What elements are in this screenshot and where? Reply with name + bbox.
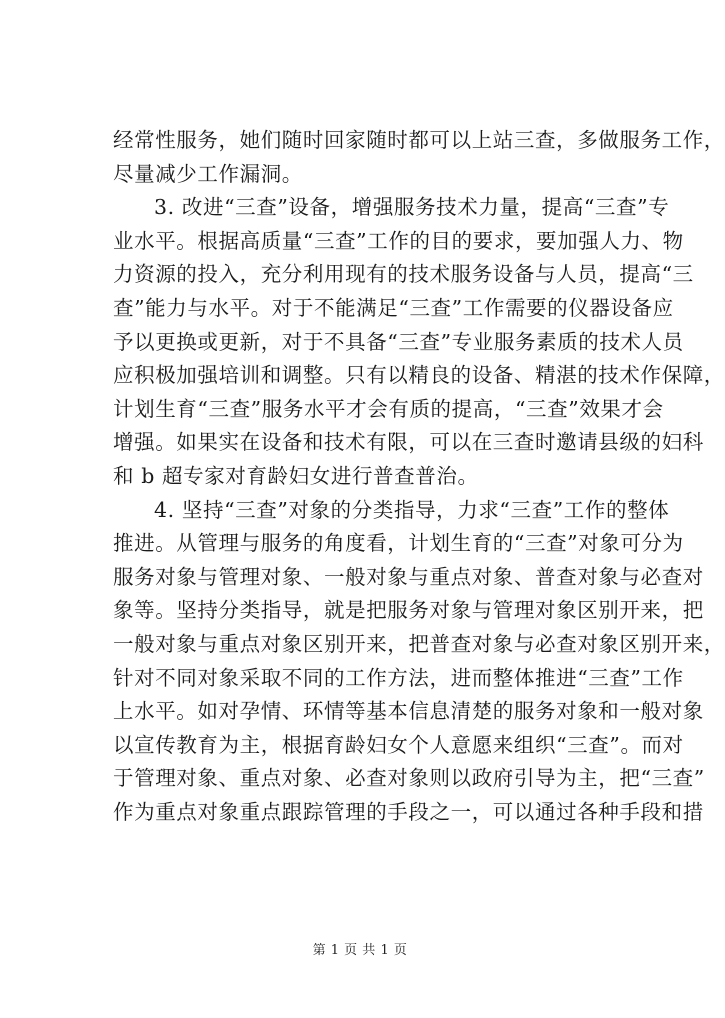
text-line: 上水平。如对孕情、环情等基本信息清楚的服务对象和一般对象 [113,699,704,724]
text-line: 查”能力与水平。对于不能满足“三查”工作需要的仪器设备应 [113,295,674,320]
text-line: 4. 坚持“三查”对象的分类指导，力求“三查”工作的整体 [154,497,670,522]
text-line: 作为重点对象重点跟踪管理的手段之一，可以通过各种手段和措 [113,799,704,824]
text-line: 和 b 超专家对育龄妇女进行普查普治。 [113,463,479,488]
text-line: 3. 改进“三查”设备，增强服务技术力量，提高“三查”专 [154,195,670,220]
text-line: 于管理对象、重点对象、必查对象则以政府引导为主，把“三查” [113,766,705,791]
text-line: 一般对象与重点对象区别开来，把普查对象与必查对象区别开来， [113,631,725,656]
text-line: 业水平。根据高质量“三查”工作的目的要求，要加强人力、物 [113,228,684,253]
text-line: 象等。坚持分类指导，就是把服务对象与管理对象区别开来，把 [113,598,704,623]
text-line: 应积极加强培训和调整。只有以精良的设备、精湛的技术作保障， [113,363,725,388]
text-line: 服务对象与管理对象、一般对象与重点对象、普查对象与必查对 [113,564,704,589]
text-line: 尽量减少工作漏洞。 [113,161,303,186]
text-line: 予以更换或更新，对于不具备“三查”专业服务素质的技术人员 [113,329,684,354]
document-body [113,124,725,829]
text-line: 增强。如果实在设备和技术有限，可以在三查时邀请县级的妇科 [113,430,704,455]
page-footer: 第 1 页 共 1 页 [312,943,408,958]
text-line: 力资源的投入，充分利用现有的技术服务设备与人员，提高“三 [113,262,694,287]
text-line: 推进。从管理与服务的角度看，计划生育的“三查”对象可分为 [113,531,684,556]
text-line: 针对不同对象采取不同的工作方法，进而整体推进“三查”工作 [113,665,684,690]
text-line: 以宣传教育为主，根据育龄妇女个人意愿来组织“三查”。而对 [113,732,684,757]
text-line: 经常性服务，她们随时回家随时都可以上站三查，多做服务工作， [113,128,725,152]
text-line: 计划生育“三查”服务水平才会有质的提高，“三查”效果才会 [113,396,664,421]
